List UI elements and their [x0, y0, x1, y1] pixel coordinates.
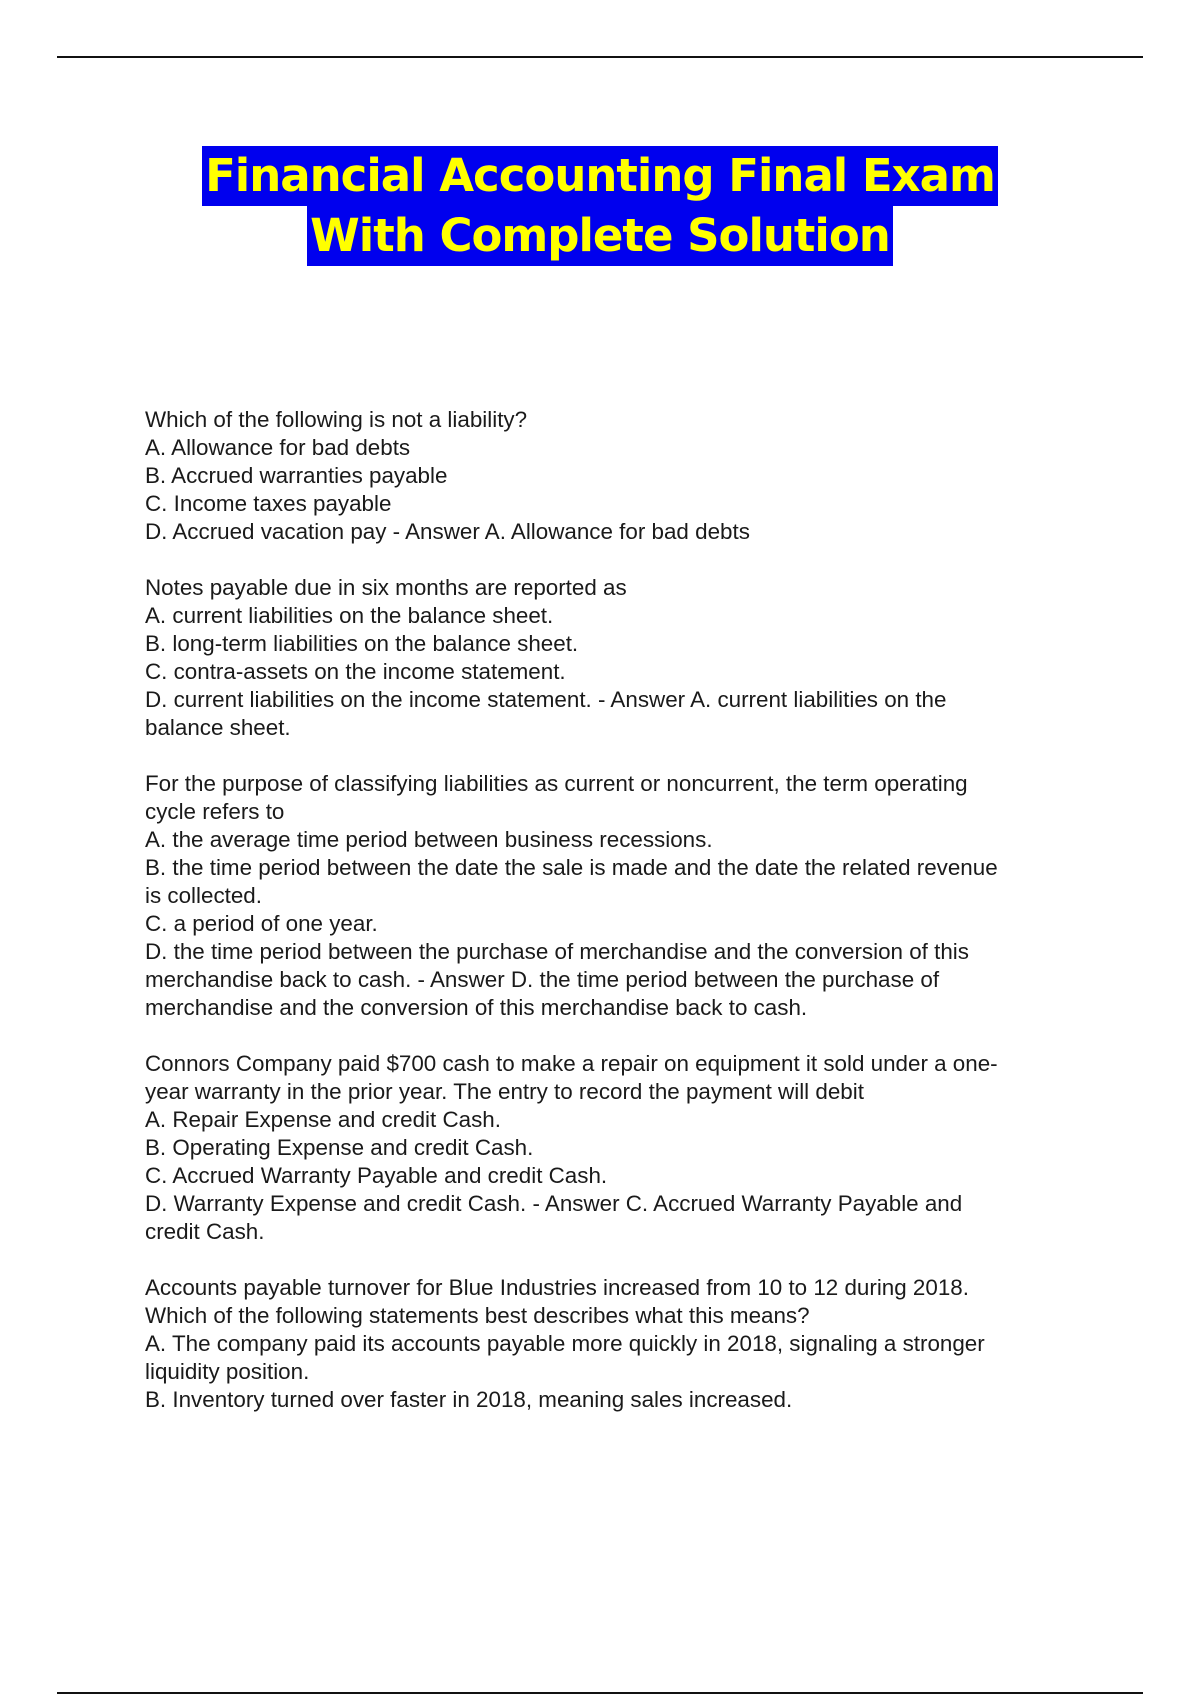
- question-line: D. Warranty Expense and credit Cash. - Answer C. Accrued Warranty Payable and: [145, 1191, 963, 1216]
- question-line: liquidity position.: [145, 1359, 310, 1384]
- question-line: B. Operating Expense and credit Cash.: [145, 1135, 534, 1160]
- question-5: [145, 1274, 1075, 1414]
- question-line: Accounts payable turnover for Blue Industries increased from 10 to 12 during 2018.: [145, 1275, 969, 1300]
- bottom-divider: [57, 1692, 1143, 1694]
- question-line: D. current liabilities on the income statement. - Answer A. current liabilities on the: [145, 687, 947, 712]
- question-line: A. the average time period between business recessions.: [145, 827, 713, 852]
- question-3: [145, 770, 1075, 1022]
- title-line-2: With Complete Solution: [307, 206, 893, 266]
- question-line: B. Inventory turned over faster in 2018, meaning sales increased.: [145, 1387, 793, 1412]
- title-line-1: Financial Accounting Final Exam: [202, 146, 998, 206]
- question-line: B. Accrued warranties payable: [145, 463, 448, 488]
- question-line: is collected.: [145, 883, 262, 908]
- question-line: B. long-term liabilities on the balance sheet.: [145, 631, 579, 656]
- question-line: Notes payable due in six months are reported as: [145, 575, 627, 600]
- question-line: A. Repair Expense and credit Cash.: [145, 1107, 501, 1132]
- question-line: D. the time period between the purchase of merchandise and the conversion of this: [145, 939, 969, 964]
- question-1: [145, 406, 1075, 546]
- question-4: [145, 1050, 1075, 1246]
- question-line: For the purpose of classifying liabilities as current or noncurrent, the term operating: [145, 771, 968, 796]
- question-line: D. Accrued vacation pay - Answer A. Allowance for bad debts: [145, 519, 750, 544]
- question-line: A. Allowance for bad debts: [145, 435, 411, 460]
- question-2: [145, 574, 1075, 742]
- question-line: balance sheet.: [145, 715, 291, 740]
- document-title: [0, 146, 1200, 266]
- question-line: Which of the following statements best describes what this means?: [145, 1303, 810, 1328]
- question-line: Connors Company paid $700 cash to make a repair on equipment it sold under a one-: [145, 1051, 998, 1076]
- question-line: credit Cash.: [145, 1219, 265, 1244]
- question-line: A. current liabilities on the balance sheet.: [145, 603, 554, 628]
- top-divider: [57, 56, 1143, 58]
- question-line: C. Income taxes payable: [145, 491, 392, 516]
- question-list: [145, 406, 1075, 1442]
- question-line: C. Accrued Warranty Payable and credit Cash.: [145, 1163, 608, 1188]
- question-line: year warranty in the prior year. The entry to record the payment will debit: [145, 1079, 864, 1104]
- question-line: cycle refers to: [145, 799, 285, 824]
- question-line: A. The company paid its accounts payable more quickly in 2018, signaling a stronger: [145, 1331, 985, 1356]
- question-line: merchandise and the conversion of this merchandise back to cash.: [145, 995, 808, 1020]
- question-line: C. contra-assets on the income statement.: [145, 659, 566, 684]
- question-line: B. the time period between the date the sale is made and the date the related revenue: [145, 855, 998, 880]
- question-line: merchandise back to cash. - Answer D. the time period between the purchase of: [145, 967, 940, 992]
- question-line: C. a period of one year.: [145, 911, 378, 936]
- question-line: Which of the following is not a liability?: [145, 407, 528, 432]
